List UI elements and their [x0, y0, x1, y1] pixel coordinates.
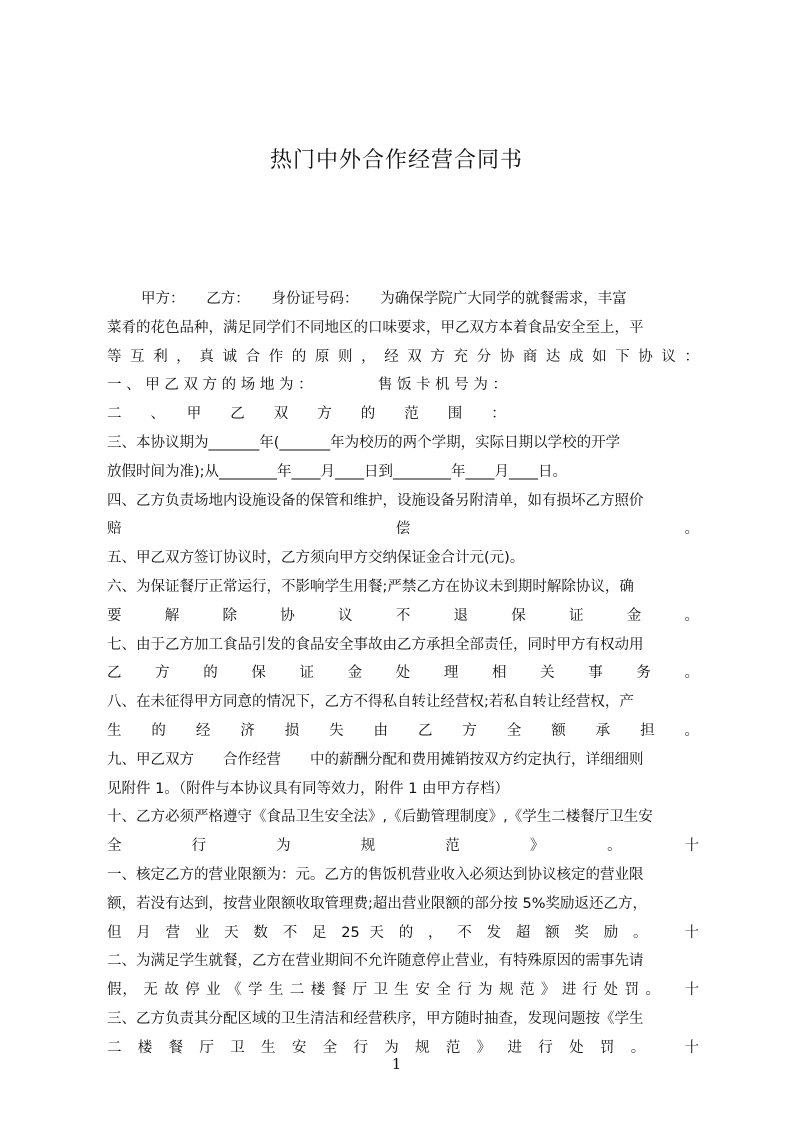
paragraph-line: 甲方： 乙方： 身份证号码： 为确保学院广大同学的就餐需求，丰富 — [141, 291, 627, 307]
paragraph-line: 乙 方 的 保 证 金 处 理 相 关 事 务 。 — [107, 665, 699, 682]
paragraph-line: 二、为满足学生就餐，乙方在营业期间不允许随意停止营业，有特殊原因的需事先请 — [107, 953, 644, 970]
paragraph-line: 六、为保证餐厅正常运行，不影响学生用餐;严禁乙方在协议未到期时解除协议，确 — [107, 578, 634, 595]
paragraph-line: 五、甲乙双方签订协议时，乙方须向甲方交纳保证金合计元(元)。 — [107, 550, 525, 567]
paragraph-line: 一 、 甲 乙 双 方 的 场 地 为 ： 售 饭 卡 机 号 为 ： — [107, 377, 507, 394]
paragraph-line: 见附件 1。（附件与本协议具有同等效力，附件 1 由甲方存档） — [107, 780, 510, 797]
paragraph-line: 假， 无 故 停 业 《 学 生 二 楼 餐 厅 卫 生 安 全 行 为 规 范 》 进 行 处 罚 。 十 — [107, 982, 699, 999]
paragraph-line: 额，若没有达到，按营业限额收取管理费;超出营业限额的部分按 5%奖励返还乙方， — [107, 895, 647, 912]
paragraph-line: 赔 偿 。 — [107, 521, 699, 538]
paragraph-line: 七、由于乙方加工食品引发的食品安全事故由乙方承担全部责任，同时甲方有权动用 — [107, 636, 644, 653]
page-number: 1 — [391, 1055, 402, 1073]
paragraph-line: 四、乙方负责场地内设施设备的保管和维护，设施设备另附清单，如有损坏乙方照价 — [107, 492, 644, 509]
document-title: 热门中外合作经营合同书 — [269, 148, 523, 173]
paragraph-line: 菜肴的花色品种，满足同学们不同地区的口味要求，甲乙双方本着食品安全至上，平 — [107, 319, 644, 336]
paragraph-line: 十、乙方必须严格遵守《食品卫生安全法》,《后勤管理制度》,《学生二楼餐厅卫生安 — [107, 809, 653, 826]
paragraph-line: 放假时间为准);从________年____月____日到________年____月____日。 — [107, 463, 568, 480]
paragraph-line: 三、本协议期为_______年(_______年为校历的两个学期，实际日期以学校的开学 — [107, 434, 621, 451]
paragraph-line: 等 互 利 ， 真 诚 合 作 的 原 则 ， 经 双 方 充 分 协 商 达 成 如 下 协 议 ： — [107, 348, 699, 365]
paragraph-line: 一、核定乙方的营业限额为：元。乙方的售饭机营业收入必须达到协议核定的营业限 — [107, 866, 644, 883]
paragraph-line: 八、在未征得甲方同意的情况下，乙方不得私自转让经营权;若私自转让经营权，产 — [107, 694, 634, 711]
paragraph-line: 但 月 营 业 天 数 不 足 25 天 的 ， 不 发 超 额 奖 励 。 十 — [107, 924, 699, 941]
paragraph-line: 全 行 为 规 范 》 。 十 — [107, 838, 699, 855]
paragraph-line: 九、甲乙双方 合作经营 中的薪酬分配和费用摊销按双方约定执行，详细细则 — [107, 751, 644, 768]
paragraph-line: 二 、 甲 乙 双 方 的 范 围 ： — [107, 406, 506, 423]
paragraph-line: 生 的 经 济 损 失 由 乙 方 全 额 承 担 。 — [107, 722, 699, 739]
paragraph-line: 要 解 除 协 议 不 退 保 证 金 。 — [107, 607, 699, 624]
paragraph-line: 二 楼 餐 厅 卫 生 安 全 行 为 规 范 》 进 行 处 罚 。 十 — [107, 1039, 699, 1056]
paragraph-line: 三、乙方负责其分配区域的卫生清洁和经营秩序，甲方随时抽查，发现问题按《学生 — [107, 1010, 644, 1027]
document-body — [107, 285, 699, 1063]
